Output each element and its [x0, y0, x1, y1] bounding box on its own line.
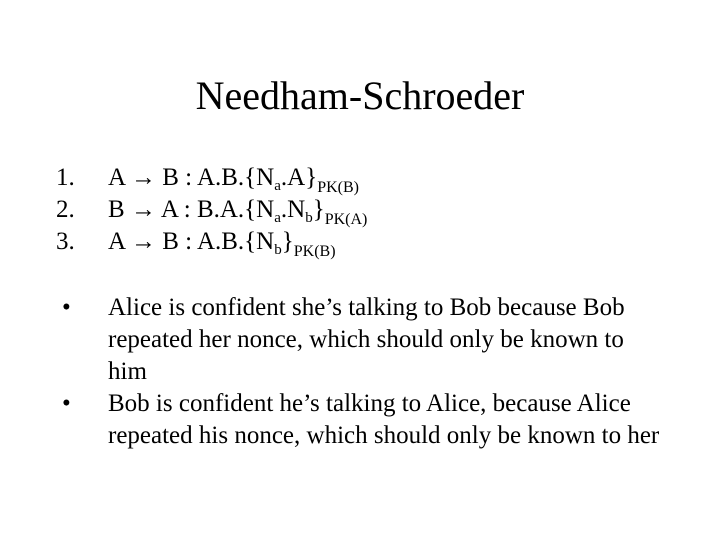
arrow-icon: → [130, 164, 156, 191]
receiver: B [162, 164, 179, 191]
nonce-subscript: b [305, 210, 313, 226]
step-message [108, 226, 336, 261]
message-tail: } [312, 196, 325, 223]
bullet-text: Alice is confident she’s talking to Bob because Bob repeated her nonce, which should only be known to him [108, 294, 625, 385]
step-number: 2. [56, 196, 75, 223]
receiver: A [160, 196, 178, 223]
sender: A [108, 228, 125, 255]
step-number: 3. [56, 228, 75, 255]
bullet-icon: • [62, 294, 71, 321]
sender: A [108, 164, 125, 191]
nonce-subscript: b [274, 242, 282, 258]
sender: B [108, 196, 125, 223]
message-middle: .N [280, 196, 306, 223]
step-message [108, 162, 359, 197]
nonce-subscript: a [274, 178, 281, 194]
step-message [108, 194, 367, 229]
receiver: B [162, 228, 179, 255]
bullet-icon: • [62, 390, 71, 417]
step-number: 1. [56, 164, 75, 191]
message-prefix: : A.B.{N [185, 228, 275, 255]
bullet-item [56, 388, 668, 452]
bullet-list [56, 292, 668, 452]
bullet-item [56, 292, 668, 388]
message-prefix: : A.B.{N [185, 164, 275, 191]
arrow-icon: → [130, 228, 156, 255]
slide-title: Needham-Schroeder [195, 73, 525, 118]
nonce-subscript: a [274, 210, 281, 226]
key-subscript: PK(B) [293, 243, 336, 260]
message-middle: } [281, 228, 294, 255]
key-subscript: PK(B) [317, 179, 359, 196]
message-middle: .A} [280, 164, 318, 191]
arrow-icon: → [130, 196, 156, 223]
message-prefix: : B.A.{N [183, 196, 275, 223]
key-subscript: PK(A) [324, 211, 368, 228]
bullet-text: Bob is confident he’s talking to Alice, because Alice repeated his nonce, which should only be known to her [108, 390, 660, 449]
